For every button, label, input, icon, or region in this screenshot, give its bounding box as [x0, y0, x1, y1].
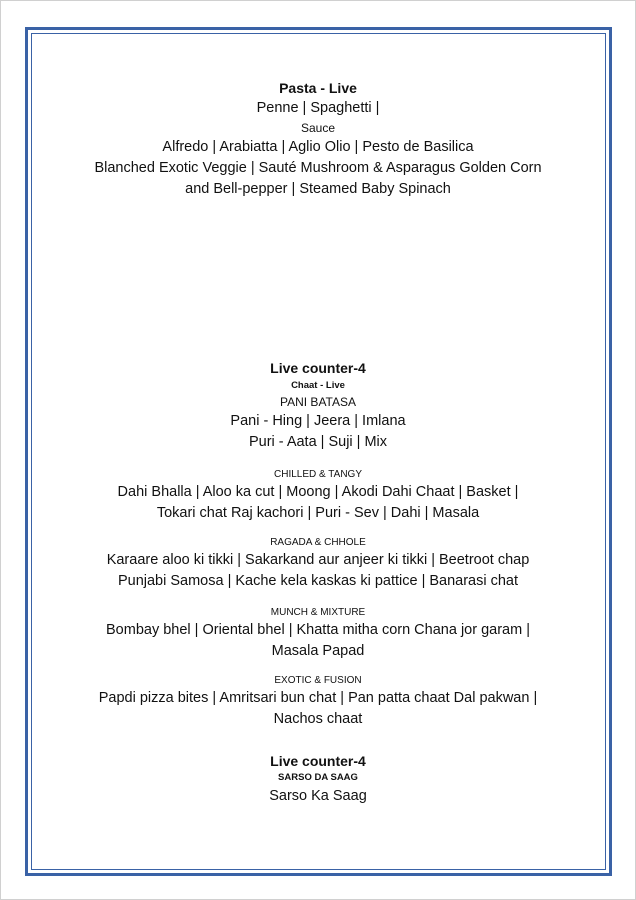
pani-line1: Pani - Hing | Jeera | Imlana — [230, 413, 406, 429]
chilled-tangy-label: CHILLED & TANGY — [274, 469, 362, 480]
pani-batasa-label: PANI BATASA — [279, 395, 357, 409]
ragada-line1: Karaare aloo ki tikki | Sakarkand aur anjeer ki tikki | Beetroot chap — [106, 552, 530, 568]
counter4-title: Live counter-4 — [270, 360, 366, 376]
sarso-item: Sarso Ka Saag — [269, 788, 367, 804]
exotic-line2: Nachos chaat — [273, 711, 363, 727]
munch-line2: Masala Papad — [271, 643, 365, 659]
ragada-chhole-label: RAGADA & CHHOLE — [270, 537, 366, 548]
pasta-veg-line1: Blanched Exotic Veggie | Sauté Mushroom & Asparagus Golden Corn — [94, 160, 542, 176]
ragada-line2: Punjabi Samosa | Kache kela kaskas ki pattice | Banarasi chat — [117, 573, 519, 589]
pasta-title: Pasta - Live — [279, 80, 357, 96]
munch-mixture-label: MUNCH & MIXTURE — [270, 607, 366, 618]
exotic-line1: Papdi pizza bites | Amritsari bun chat | Pan patta chaat Dal pakwan | — [98, 690, 538, 706]
counter4b-title: Live counter-4 — [270, 753, 366, 769]
pasta-sauces: Alfredo | Arabiatta | Aglio Olio | Pesto de Basilica — [162, 139, 474, 155]
chilled-line1: Dahi Bhalla | Aloo ka cut | Moong | Akodi Dahi Chaat | Basket | — [117, 484, 519, 500]
pani-line2: Puri - Aata | Suji | Mix — [248, 434, 388, 450]
chilled-line2: Tokari chat Raj kachori | Puri - Sev | Dahi | Masala — [156, 505, 480, 521]
counter4-subtitle: Chaat - Live — [291, 380, 345, 391]
munch-line1: Bombay bhel | Oriental bhel | Khatta mitha corn Chana jor garam | — [106, 622, 530, 638]
sauce-label: Sauce — [300, 121, 336, 135]
pasta-types: Penne | Spaghetti | — [256, 100, 380, 116]
exotic-fusion-label: EXOTIC & FUSION — [274, 675, 362, 686]
pasta-veg-line2: and Bell-pepper | Steamed Baby Spinach — [185, 181, 451, 197]
counter4b-subtitle: SARSO DA SAAG — [278, 772, 358, 783]
